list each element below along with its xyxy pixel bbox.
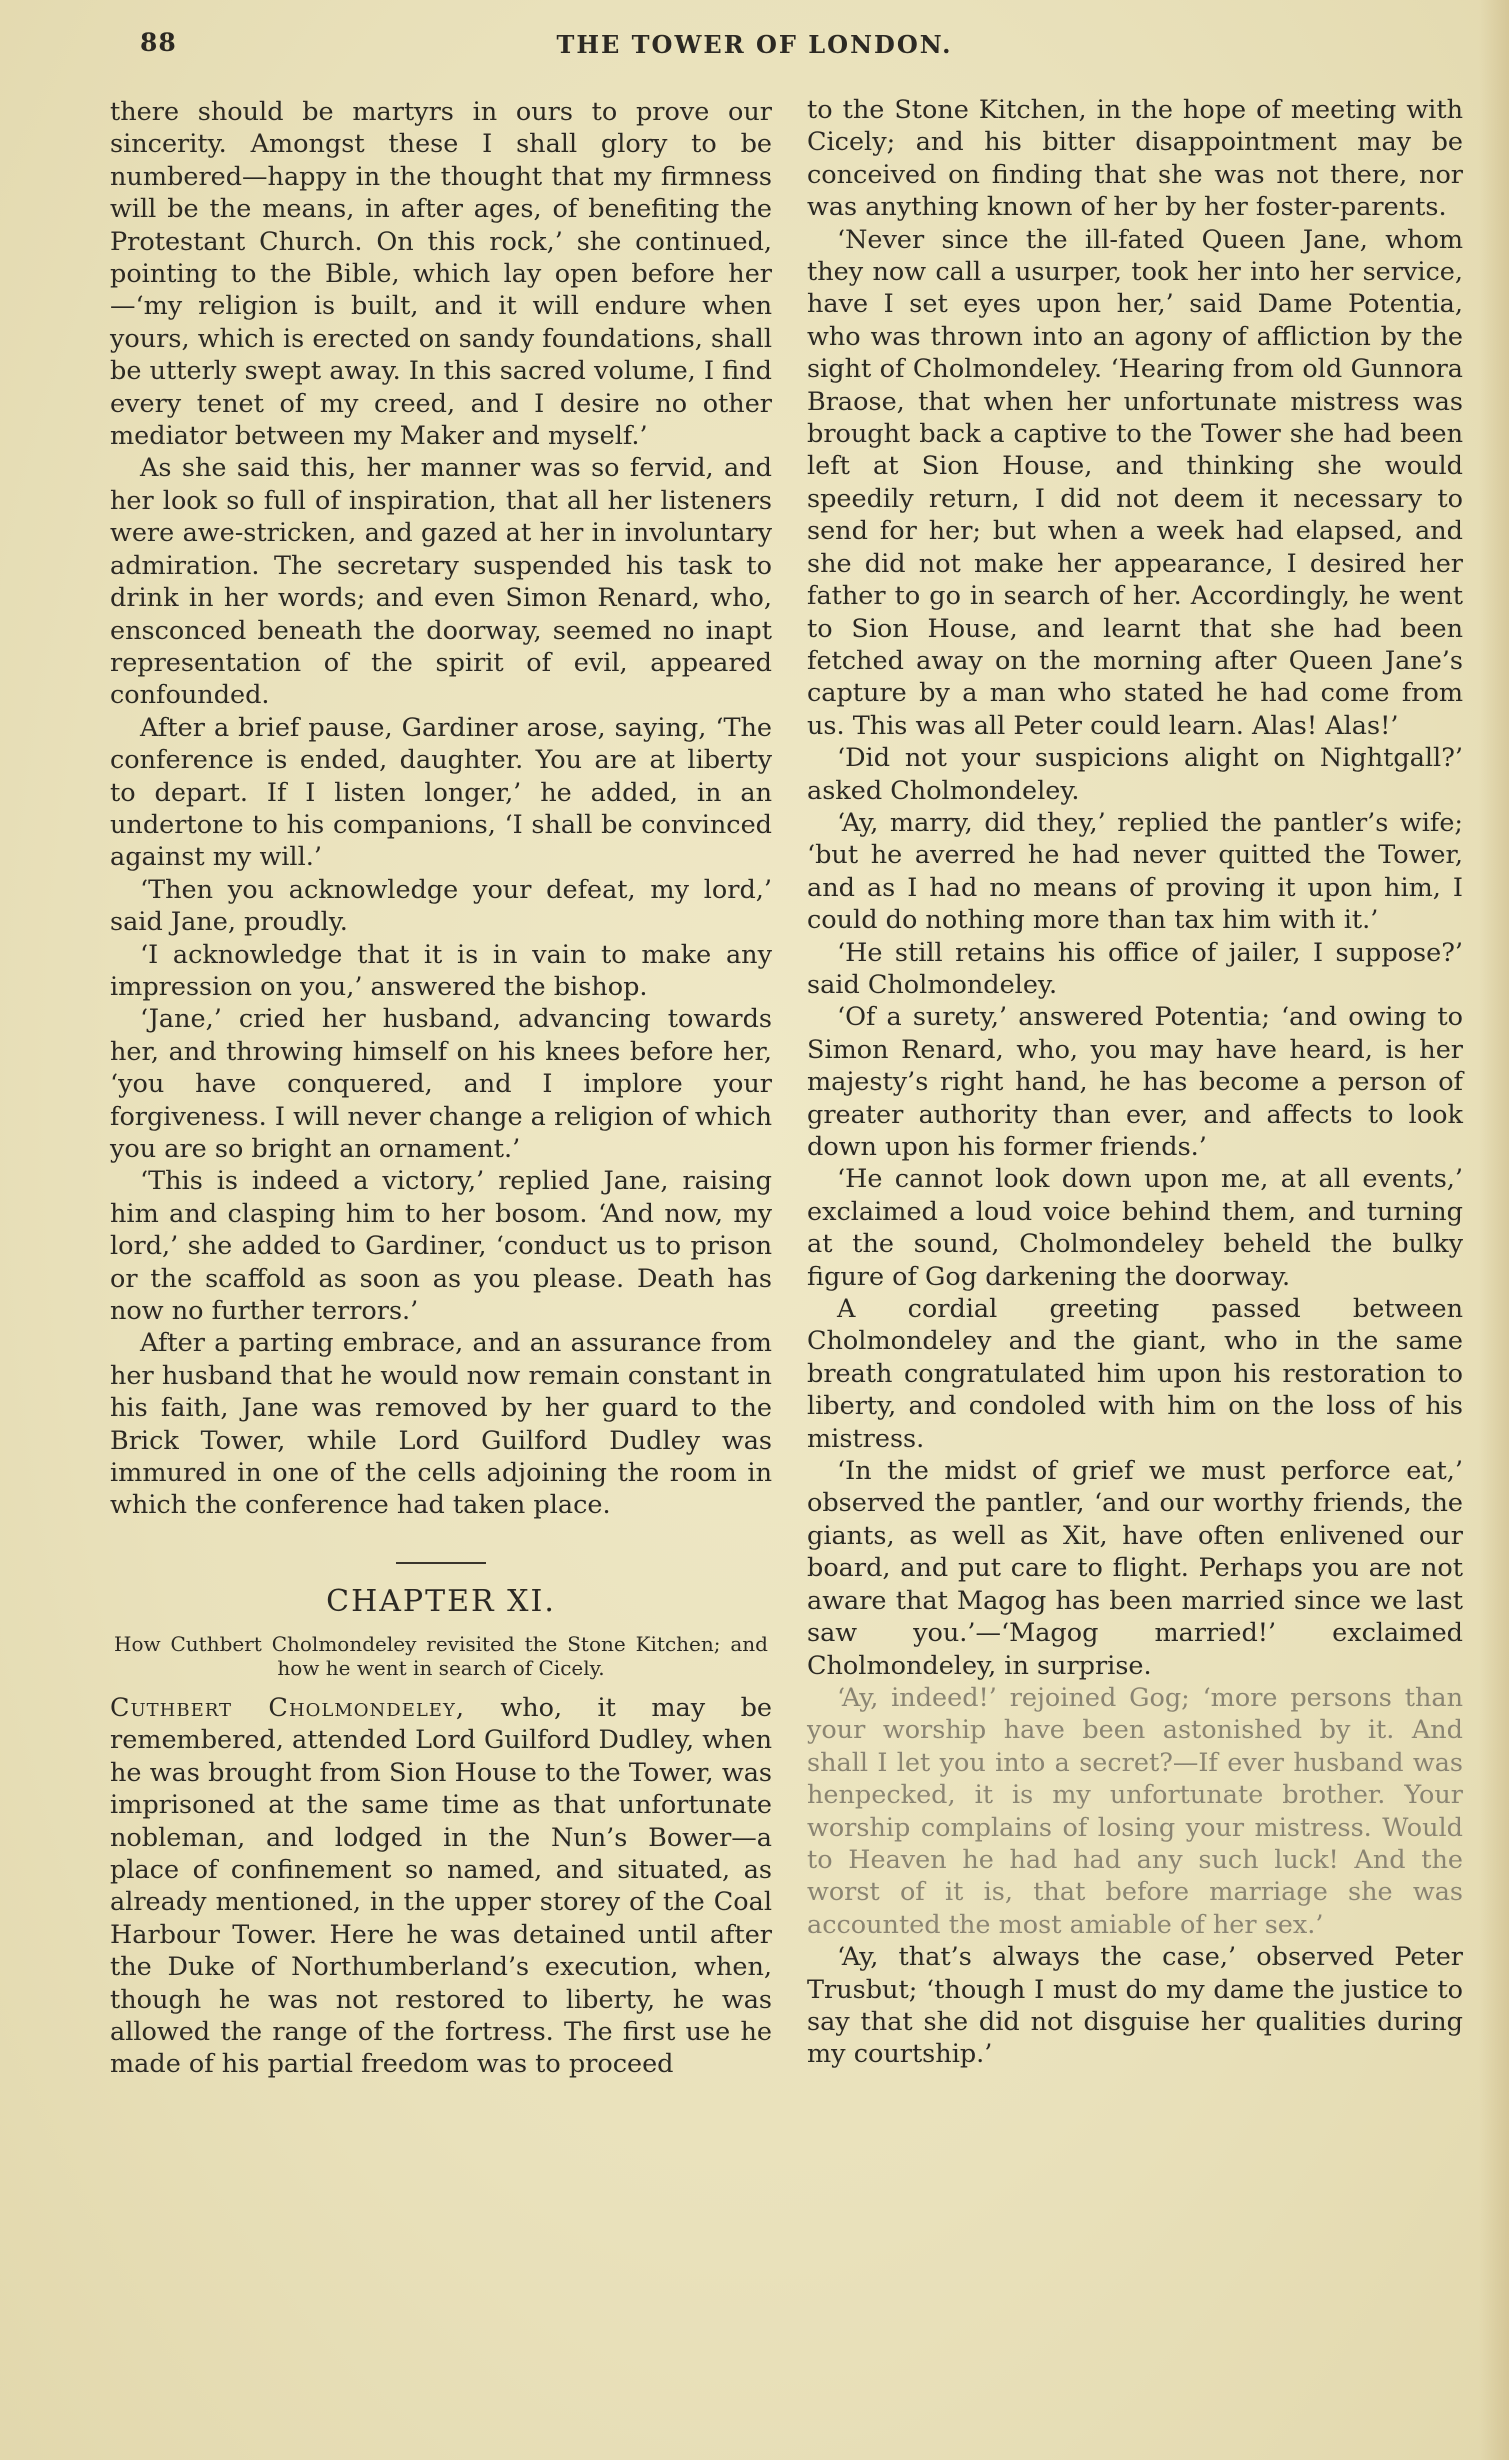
book-title-header: THE TOWER OF LONDON. [556, 30, 953, 59]
running-head [0, 24, 1509, 64]
paragraph: ‘He cannot look down upon me, at all events,’ exclaimed a loud voice behind them, and turning at the sound, Cholmondeley beheld the bulky figure of Gog darkening the doorway. [807, 1164, 1463, 1292]
paragraph: ‘This is indeed a victory,’ replied Jane, raising him and clasping him to her bosom. ‘And now, my lord,’ she added to Gardiner, ‘conduct us to prison or the scaffold as soon as you please. Death has now no further terrors.’ [110, 1166, 772, 1327]
chapter-opening-name: Cuthbert Cholmondeley, [110, 1692, 465, 1723]
paragraph: ‘Jane,’ cried her husband, advancing towards her, and throwing himself on his knees before her, ‘you have conquered, and I implore your forgiveness. I will never change a religion of which you are so bright an ornament.’ [110, 1004, 772, 1164]
paragraph: ‘He still retains his office of jailer, I suppose?’ said Cholmondeley. [807, 937, 1463, 1000]
paragraph: As she said this, her manner was so fervid, and her look so full of inspiration, that all her listeners were awe-stricken, and gazed at her in involuntary admiration. The secretary suspended his task to drink in her words; and even Simon Renard, who, ensconced beneath the doorway, seemed no inapt representation of the spirit of evil, appeared confounded. [110, 453, 772, 711]
paragraph: there should be martyrs in ours to prove our sincerity. Amongst these I shall glory to be numbered—happy in the thought that my firmness will be the means, in after ages, of benefiting the Protestant Church. On this rock,’ she continued, pointing to the Bible, which lay open before her—‘my religion is built, and it will endure when yours, which is erected on sandy foundations, shall be utterly swept away. In this sacred volume, I find every tenet of my creed, and I desire no other mediator between my Maker and myself.’ [110, 97, 772, 452]
right-column [807, 94, 1463, 2071]
paragraph: ‘Never since the ill-fated Queen Jane, whom they now call a usurper, took her into her service, have I set eyes upon her,’ said Dame Potentia, who was thrown into an agony of affliction by the sight of Cholmondeley. ‘Hearing from old Gunnora Braose, that when her unfortunate mistress was brought back a captive to the Tower she had been left at Sion House, and thinking she would speedily return, I did not deem it necessary to send for her; but when a week had elapsed, and she did not make her appearance, I desired her father to go in search of her. Accordingly, he went to Sion House, and learnt that she had been fetched away on the morning after Queen Jane’s capture by a man who stated he had come from us. This was all Peter could learn. Alas! Alas!’ [807, 224, 1463, 741]
chapter-divider [396, 1562, 486, 1564]
paragraph: ‘Ay, indeed!’ rejoined Gog; ‘more persons than your worship have been astonished by it. And shall I let you into a secret?—If ever husband was henpecked, it is my unfortunate brother. Your worship complains of losing your mistress. Would to Heaven he had had any such luck! And the worst of it is, that before marriage she was accounted the most amiable of her sex.’ [807, 1682, 1463, 1940]
paragraph: ‘Did not your suspicions alight on Nightgall?’ asked Cholmondeley. [807, 743, 1463, 806]
paragraph: ‘Ay, marry, did they,’ replied the pantler’s wife; ‘but he averred he had never quitted the Tower, and as I had no means of proving it upon him, I could do nothing more than tax him with it.’ [807, 807, 1463, 936]
paragraph: ‘Then you acknowledge your defeat, my lord,’ said Jane, proudly. [110, 874, 772, 938]
paragraph: ‘Of a surety,’ answered Potentia; ‘and owing to Simon Renard, who, you may have heard, is her majesty’s right hand, he has become a person of greater authority than ever, and affects to look down upon his former friends.’ [807, 1002, 1463, 1162]
paragraph: to the Stone Kitchen, in the hope of meeting with Cicely; and his bitter disappointment may be conceived on finding that she was not there, nor was anything known of her by her foster-parents. [807, 95, 1463, 223]
chapter-summary: How Cuthbert Cholmondeley revisited the Stone Kitchen; and how he went in search of Cicely. [114, 1631, 768, 1680]
chapter-title: CHAPTER XI. [326, 1583, 556, 1619]
paragraph: ‘I acknowledge that it is in vain to make any impression on you,’ answered the bishop. [110, 939, 772, 1002]
paragraph-text: who, it may be remembered, attended Lord Guilford Dudley, when he was brought from Sion House to the Tower, was imprisoned at the same time as that unfortunate nobleman, and lodged in the Nun’s Bower—a place of confinement so named, and situated, as already mentioned, in the upper storey of the Coal Harbour Tower. Here he was detained until after the Duke of Northumberland’s execution, when, though he was not restored to liberty, he was allowed the range of the fortress. The first use he made of his partial freedom was to proceed [110, 1692, 772, 2080]
paragraph: After a parting embrace, and an assurance from her husband that he would now remain constant in his faith, Jane was removed by her guard to the Brick Tower, while Lord Guilford Dudley was immured in one of the cells adjoining the room in which the conference had taken place. [110, 1328, 772, 1521]
chapter-opening-paragraph [110, 1692, 772, 2081]
paragraph: A cordial greeting passed between Cholmondeley and the giant, who in the same breath congratulated him upon his restoration to liberty, and condoled with him on the loss of his mistress. [807, 1294, 1463, 1454]
page-number: 88 [140, 28, 177, 57]
left-column [110, 96, 772, 2081]
paragraph: After a brief pause, Gardiner arose, saying, ‘The conference is ended, daughter. You are at liberty to depart. If I listen longer,’ he added, in an undertone to his companions, ‘I shall be convinced against my will.’ [110, 712, 772, 873]
paragraph: ‘In the midst of grief we must perforce eat,’ observed the pantler, ‘and our worthy friends, the giants, as well as Xit, have often enlivened our board, and put care to flight. Perhaps you are not aware that Magog has been married since we last saw you.’—‘Magog married!’ exclaimed Cholmondeley, in surprise. [807, 1456, 1463, 1681]
paragraph: ‘Ay, that’s always the case,’ observed Peter Trusbut; ‘though I must do my dame the justice to say that she did not disguise her qualities during my courtship.’ [807, 1942, 1463, 2070]
page-edge-shadow [1479, 0, 1509, 2460]
